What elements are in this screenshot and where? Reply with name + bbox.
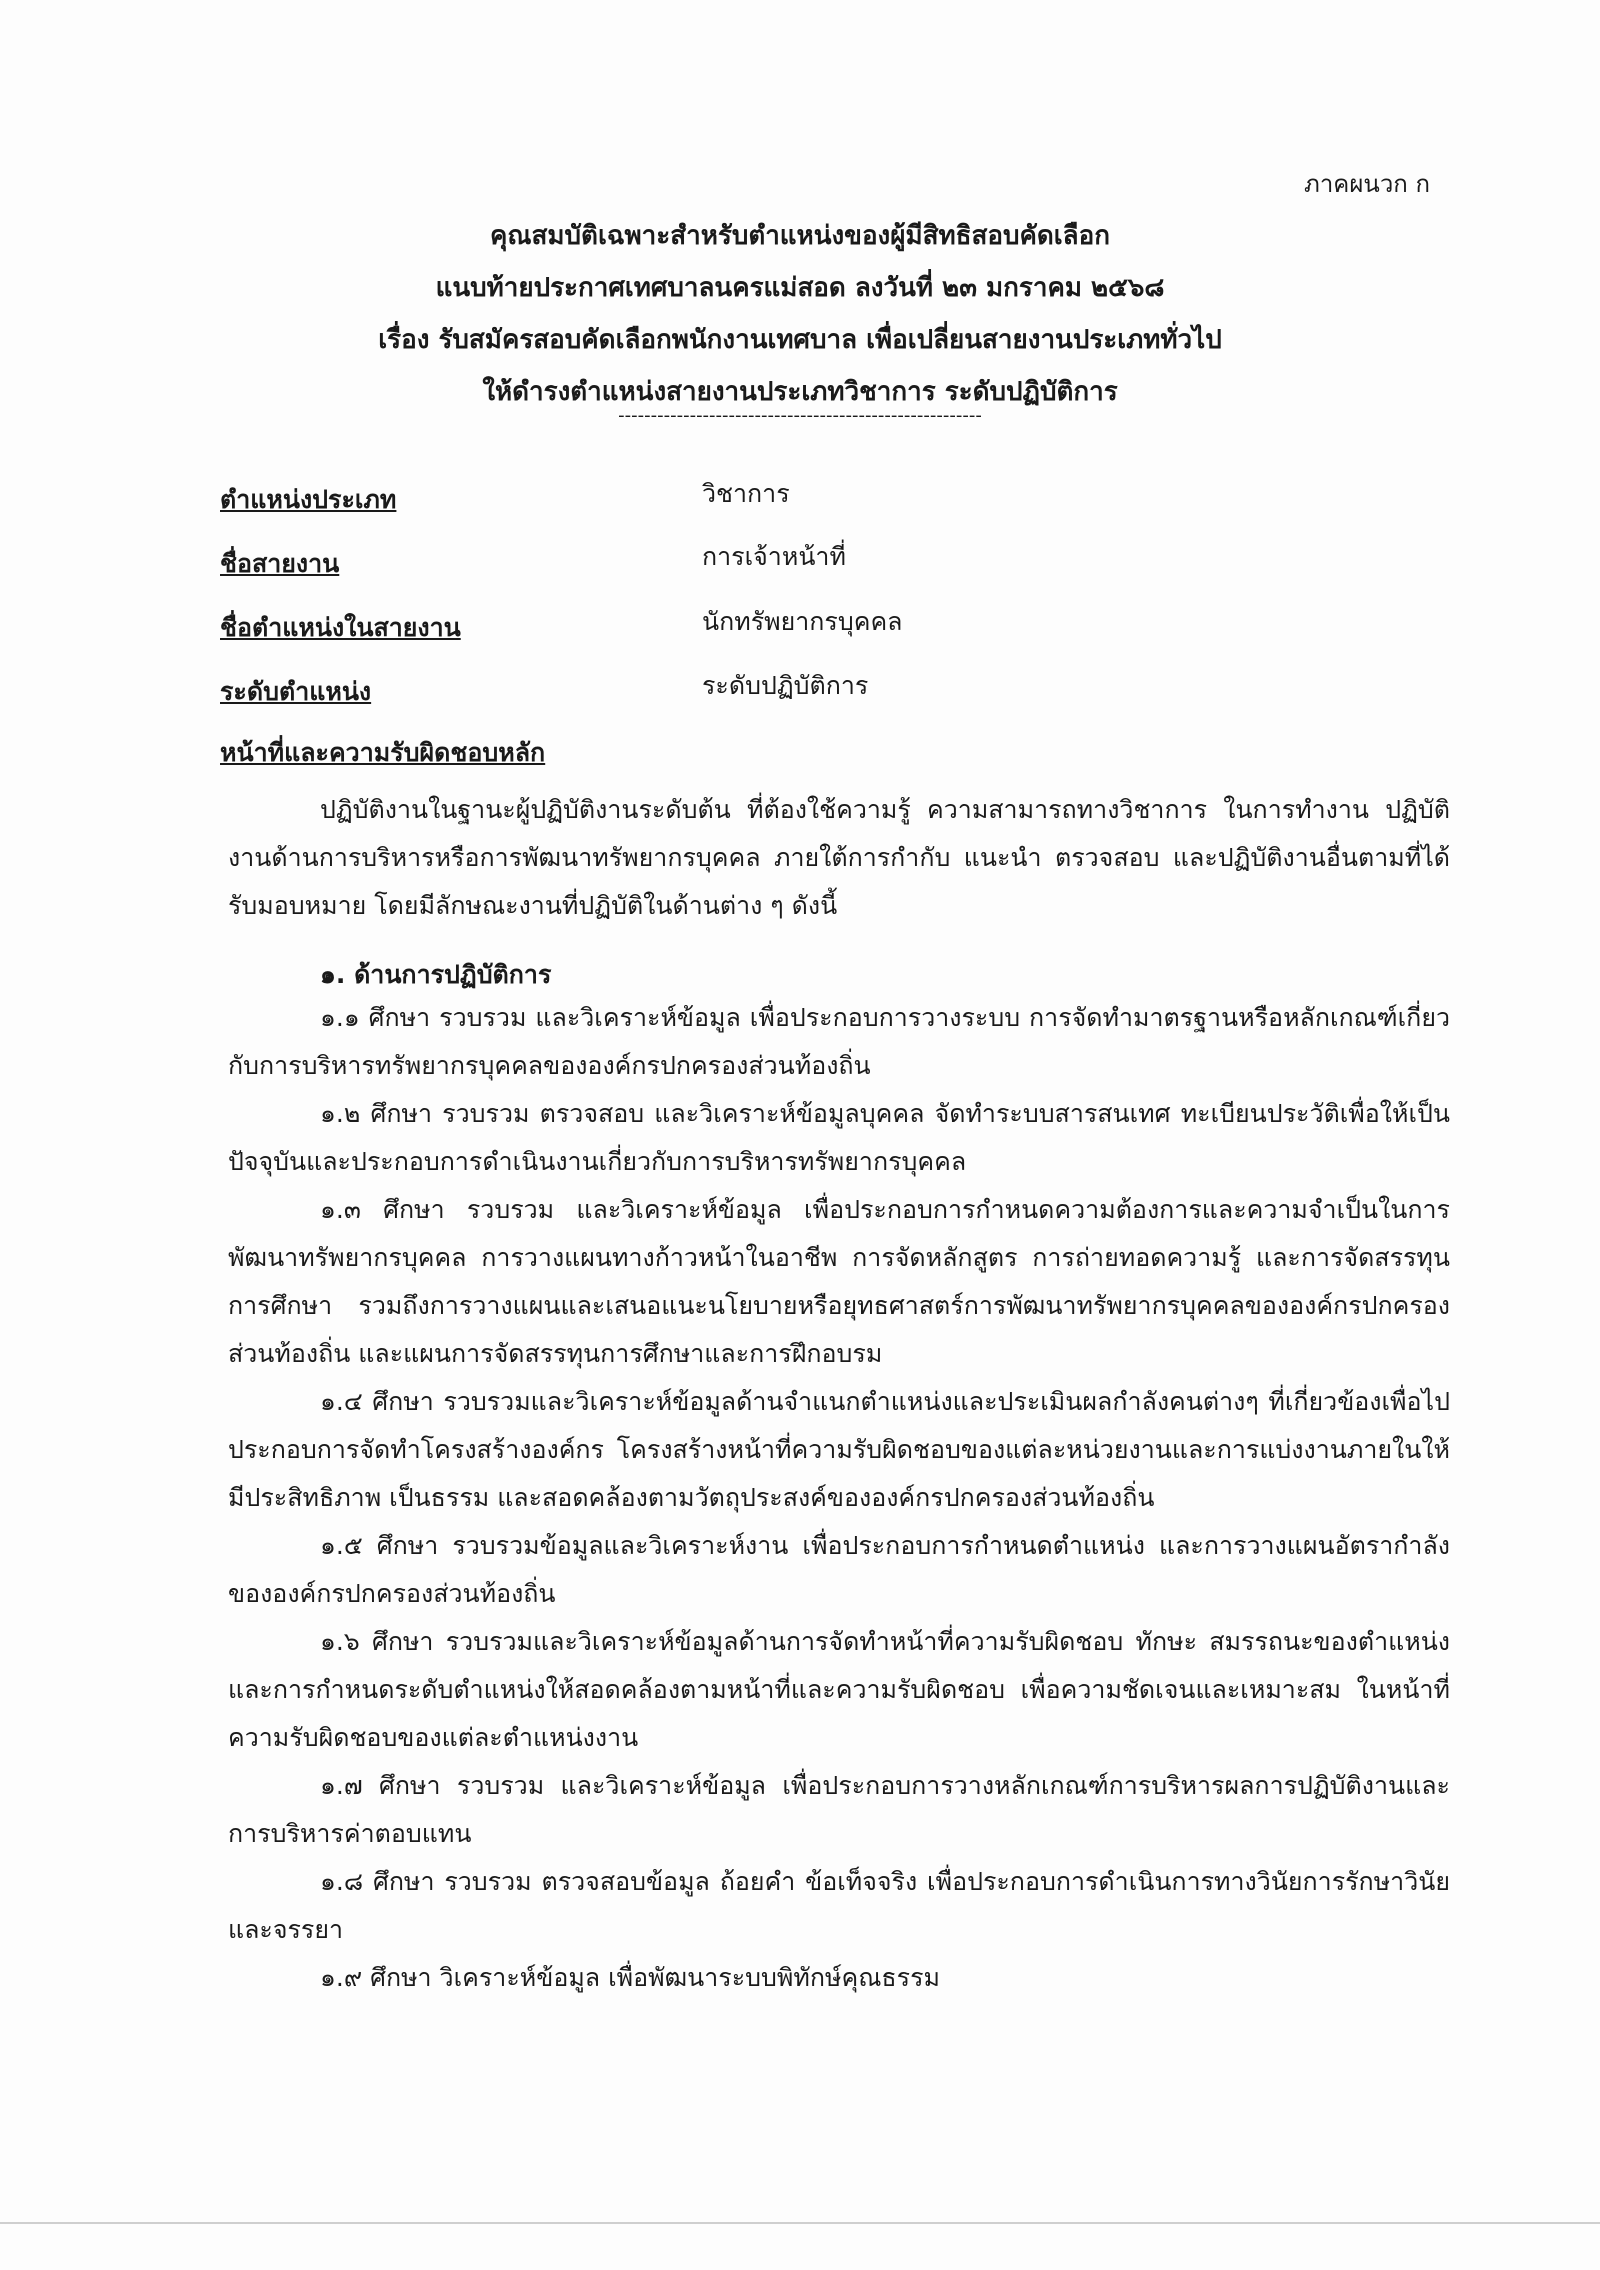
duty-item-1-1: ๑.๑ ศึกษา รวบรวม และวิเคราะห์ข้อมูล เพื่อประกอบการวางระบบ การจัดทำมาตรฐานหรือหลักเกณฑ์เกี่ยวกับการบริหารทรัพยากรบุคคลขององค์กรปกครองส่วนท้องถิ่น [228, 1003, 1450, 1080]
duty-item-1-7: ๑.๗ ศึกษา รวบรวม และวิเคราะห์ข้อมูล เพื่อประกอบการวางหลักเกณฑ์การบริหารผลการปฏิบัติงานและการบริหารค่าตอบแทน [228, 1771, 1450, 1848]
field-label-position-level: ระดับตำแหน่ง [220, 677, 372, 706]
field-value-position-name: นักทรัพยากรบุคคล [702, 607, 903, 636]
intro-paragraph: ปฏิบัติงานในฐานะผู้ปฏิบัติงานระดับต้น ที่ต้องใช้ความรู้ ความสามารถทางวิชาการ ในการทำงาน ปฏิบัติงานด้านการบริหารหรือการพัฒนาทรัพยากรบุคคล ภายใต้การกำกับ แนะนำ ตรวจสอบ และปฏิบัติงานอื่นตามที่ได้รับมอบหมาย โดยมีลักษณะงานที่ปฏิบัติในด้านต่าง ๆ ดังนี้ [228, 795, 1450, 920]
field-label-position-type: ตำแหน่งประเภท [220, 485, 397, 514]
appendix-label: ภาคผนวก ก [1304, 170, 1430, 198]
duties-intro [228, 786, 1450, 930]
section-1-title: ๑. ด้านการปฏิบัติการ [320, 960, 552, 989]
document-title-block [0, 210, 1600, 418]
title-line-4: ให้ดำรงตำแหน่งสายงานประเภทวิชาการ ระดับปฏิบัติการ [482, 377, 1118, 407]
dashed-divider: -------------------------------------------------------- [618, 405, 982, 426]
duty-item-1-9: ๑.๙ ศึกษา วิเคราะห์ข้อมูล เพื่อพัฒนาระบบพิทักษ์คุณธรรม [320, 1963, 940, 1992]
field-value-position-level: ระดับปฏิบัติการ [702, 671, 869, 700]
duty-item-1-2: ๑.๒ ศึกษา รวบรวม ตรวจสอบ และวิเคราะห์ข้อมูลบุคคล จัดทำระบบสารสนเทศ ทะเบียนประวัติเพื่อให้เป็นปัจจุบันและประกอบการดำเนินงานเกี่ยวกับการบริหารทรัพยากรบุคคล [228, 1099, 1450, 1176]
field-label-line-of-work: ชื่อสายงาน [220, 549, 340, 578]
duty-item-1-5: ๑.๕ ศึกษา รวบรวมข้อมูลและวิเคราะห์งาน เพื่อประกอบการกำหนดตำแหน่ง และการวางแผนอัตรากำลังขององค์กรปกครองส่วนท้องถิ่น [228, 1531, 1450, 1608]
duty-items-list [228, 994, 1450, 2002]
duty-item-1-3: ๑.๓ ศึกษา รวบรวม และวิเคราะห์ข้อมูล เพื่อประกอบการกำหนดความต้องการและความจำเป็นในการพัฒนาทรัพยากรบุคคล การวางแผนทางก้าวหน้าในอาชีพ การจัดหลักสูตร การถ่ายทอดความรู้ และการจัดสรรทุนการศึกษา รวมถึงการวางแผนและเสนอแนะนโยบายหรือยุทธศาสตร์การพัฒนาทรัพยากรบุคคลขององค์กรปกครองส่วนท้องถิ่น และแผนการจัดสรรทุนการศึกษาและการฝึกอบรม [228, 1195, 1450, 1368]
duty-item-1-6: ๑.๖ ศึกษา รวบรวมและวิเคราะห์ข้อมูลด้านการจัดทำหน้าที่ความรับผิดชอบ ทักษะ สมรรถนะของตำแหน่งและการกำหนดระดับตำแหน่งให้สอดคล้องตามหน้าที่และความรับผิดชอบ เพื่อความชัดเจนและเหมาะสม ในหน้าที่ความรับผิดชอบของแต่ละตำแหน่งงาน [228, 1627, 1450, 1752]
title-line-1: คุณสมบัติเฉพาะสำหรับตำแหน่งของผู้มีสิทธิสอบคัดเลือก [490, 221, 1110, 251]
duty-item-1-8: ๑.๘ ศึกษา รวบรวม ตรวจสอบข้อมูล ถ้อยคำ ข้อเท็จจริง เพื่อประกอบการดำเนินการทางวินัยการรักษาวินัยและจรรยา [228, 1867, 1450, 1944]
field-value-line-of-work: การเจ้าหน้าที่ [702, 542, 846, 571]
duty-item-1-4: ๑.๔ ศึกษา รวบรวมและวิเคราะห์ข้อมูลด้านจำแนกตำแหน่งและประเมินผลกำลังคนต่างๆ ที่เกี่ยวข้องเพื่อไปประกอบการจัดทำโครงสร้างองค์กร โครงสร้างหน้าที่ความรับผิดชอบของแต่ละหน่วยงานและการแบ่งงานภายในให้มีประสิทธิภาพ เป็นธรรม และสอดคล้องตามวัตถุประสงค์ขององค์กรปกครองส่วนท้องถิ่น [228, 1387, 1450, 1512]
field-label-position-name: ชื่อตำแหน่งในสายงาน [220, 613, 461, 642]
title-line-3: เรื่อง รับสมัครสอบคัดเลือกพนักงานเทศบาล เพื่อเปลี่ยนสายงานประเภททั่วไป [378, 325, 1222, 355]
duties-heading: หน้าที่และความรับผิดชอบหลัก [220, 738, 546, 767]
page-bottom-edge [0, 2222, 1600, 2224]
title-line-2: แนบท้ายประกาศเทศบาลนครแม่สอด ลงวันที่ ๒๓ มกราคม ๒๕๖๘ [435, 273, 1165, 303]
field-value-position-type: วิชาการ [702, 479, 790, 508]
